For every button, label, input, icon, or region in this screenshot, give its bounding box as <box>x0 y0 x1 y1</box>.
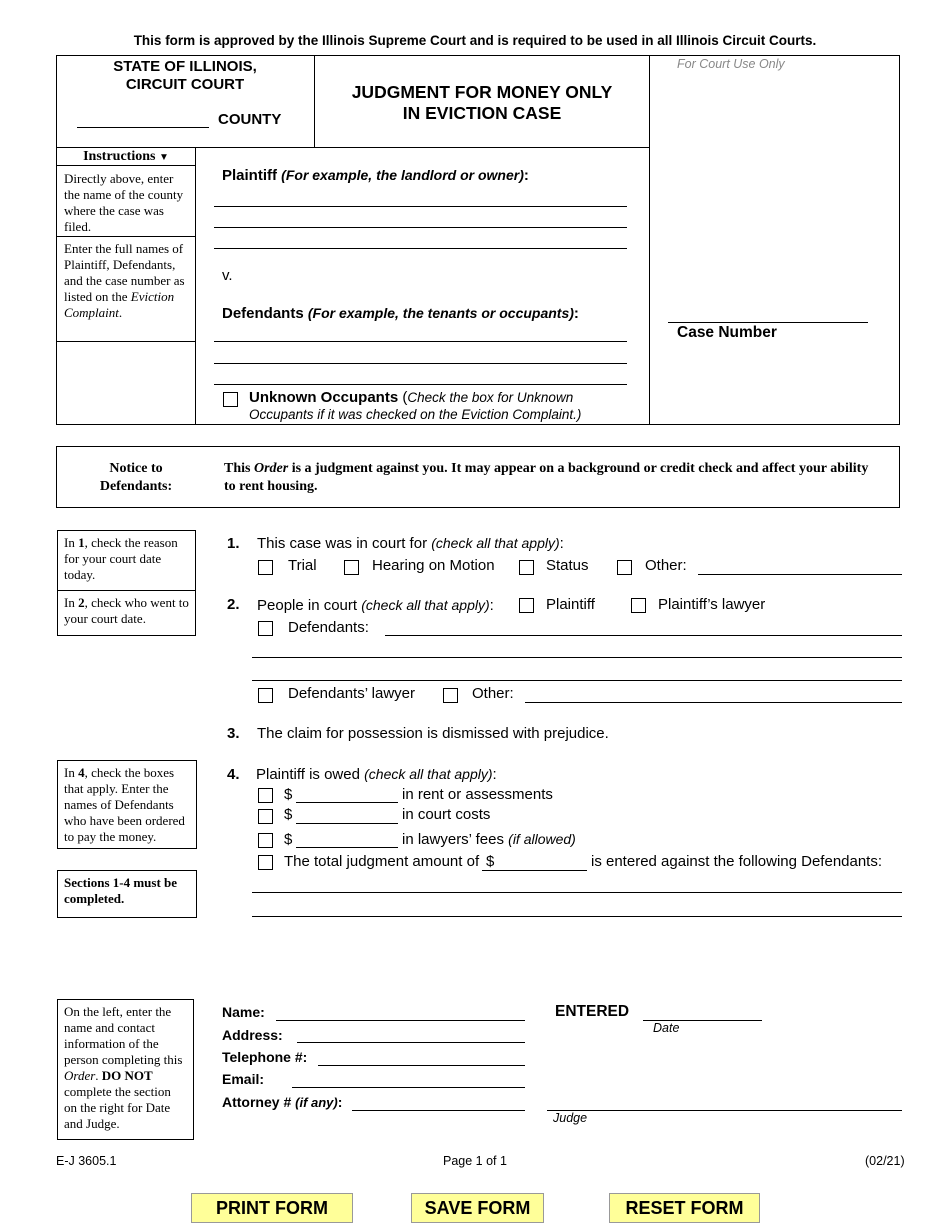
plaintiff-word: Plaintiff <box>222 167 277 184</box>
dollar-sign: $ <box>486 853 495 870</box>
attorney-label <box>222 1094 342 1110</box>
s4-b: , check the boxes that apply. Enter the names of Defendants who have been ordered to pay the money. <box>64 765 185 844</box>
notice-label <box>56 460 216 496</box>
s4-text: Plaintiff is owed <box>256 766 365 783</box>
defendants-label <box>222 305 579 322</box>
date-label: Date <box>653 1021 680 1035</box>
colon: : <box>337 1094 343 1110</box>
form-title <box>315 82 649 124</box>
plaintiff-present-checkbox[interactable] <box>519 598 534 613</box>
s2-hint: (check all that apply) <box>361 597 490 613</box>
s4-hint: (check all that apply) <box>364 766 493 782</box>
colon: : <box>573 305 579 322</box>
colon: : <box>523 167 529 184</box>
trial-checkbox[interactable] <box>258 560 273 575</box>
attorney-word: Attorney # <box>222 1094 292 1110</box>
notice-text-a: This <box>224 461 254 476</box>
defendants-lawyer-checkbox[interactable] <box>258 688 273 703</box>
instructions-parties-em: Eviction Complaint <box>64 289 175 320</box>
reset-form-button[interactable]: RESET FORM <box>609 1193 760 1223</box>
s2-text: People in court <box>257 597 362 614</box>
form-id: E-J 3605.1 <box>56 1154 117 1168</box>
save-form-button[interactable]: SAVE FORM <box>411 1193 544 1223</box>
lawyer-fees-checkbox[interactable] <box>258 833 273 848</box>
s2-b: , check who went to your court date. <box>64 595 189 626</box>
fees-text: in lawyers’ fees <box>402 831 509 848</box>
unknown-hint-2: Occupants if it was checked on the Eviction Complaint.) <box>249 407 582 422</box>
triangle-down-icon: ▼ <box>158 152 169 163</box>
entered-label: ENTERED <box>555 1003 630 1020</box>
attorney-hint: (if any) <box>295 1095 338 1110</box>
county-input[interactable] <box>77 127 209 128</box>
unknown-hint-1: Check the box for Unknown <box>407 390 574 405</box>
address-input[interactable] <box>297 1042 525 1043</box>
dollar-sign: $ <box>284 786 293 803</box>
rent-checkbox[interactable] <box>258 788 273 803</box>
email-input[interactable] <box>292 1087 525 1088</box>
side-note-contact <box>57 999 194 1140</box>
name-label: Name: <box>222 1004 265 1020</box>
other-reason-input[interactable] <box>698 574 902 575</box>
dollar-sign: $ <box>284 831 293 848</box>
trial-label: Trial <box>288 557 317 574</box>
section-1-number: 1. <box>227 535 240 552</box>
total-judgment-input[interactable] <box>482 870 587 871</box>
telephone-label: Telephone #: <box>222 1049 308 1065</box>
lawyer-fees-input[interactable] <box>296 847 398 848</box>
instructions-parties-end: . <box>118 305 123 320</box>
s1-text: This case was in court for <box>257 535 432 552</box>
s4-num: 4 <box>78 765 85 780</box>
total-judgment-checkbox[interactable] <box>258 855 273 870</box>
total-judgment-suffix: is entered against the following Defendants: <box>591 853 883 870</box>
section-3-text: The claim for possession is dismissed with prejudice. <box>257 725 609 742</box>
s2-a: In <box>64 595 79 610</box>
s1-b: , check the reason for your court date today. <box>64 535 178 582</box>
plaintiff-input-line[interactable] <box>214 227 627 228</box>
plaintiff-input-line[interactable] <box>214 248 627 249</box>
instructions-parties-text: Enter the full names of Plaintiff, Defendants, and the case number as listed on the <box>64 241 185 304</box>
defendants-present-input-line[interactable] <box>252 680 902 681</box>
defendants-hint: (For example, the tenants or occupants) <box>307 305 574 321</box>
case-number-label: Case Number <box>677 324 777 341</box>
defendants-input-line[interactable] <box>214 341 627 342</box>
telephone-input[interactable] <box>318 1065 525 1066</box>
court-name <box>56 58 314 94</box>
s4-a: In <box>64 765 79 780</box>
status-checkbox[interactable] <box>519 560 534 575</box>
court-line2: CIRCUIT COURT <box>125 76 245 93</box>
judge-signature-line[interactable] <box>547 1110 902 1111</box>
defendants-input-line[interactable] <box>214 384 627 385</box>
other-reason-label: Other: <box>645 557 687 574</box>
plaintiff-label <box>222 167 529 184</box>
section-2-text <box>257 597 494 614</box>
side-note-2 <box>57 590 196 636</box>
notice-text-em: Order <box>253 461 289 476</box>
section-4-number: 4. <box>227 766 240 783</box>
s1-a: In <box>64 535 79 550</box>
unknown-occupants-checkbox[interactable] <box>223 392 238 407</box>
s6-bold: DO NOT <box>101 1068 153 1083</box>
notice-label-2: Defendants: <box>99 479 173 494</box>
section-3-number: 3. <box>227 725 240 742</box>
defendants-present-input-line[interactable] <box>252 657 902 658</box>
hearing-on-motion-label: Hearing on Motion <box>372 557 495 574</box>
instructions-heading <box>57 148 195 165</box>
unknown-occupants-word: Unknown Occupants <box>249 389 399 406</box>
revision-date: (02/21) <box>865 1154 905 1168</box>
court-costs-label: in court costs <box>402 806 491 823</box>
plaintiff-lawyer-checkbox[interactable] <box>631 598 646 613</box>
s6-a: On the left, enter the name and contact information of the person completing this <box>64 1004 183 1067</box>
print-form-button[interactable]: PRINT FORM <box>191 1193 353 1223</box>
side-note-1 <box>57 530 196 591</box>
attorney-input[interactable] <box>352 1110 525 1111</box>
side-note-required: Sections 1-4 must be completed. <box>57 870 197 918</box>
divider <box>649 55 650 425</box>
fees-hint: (if allowed) <box>508 831 576 847</box>
divider <box>195 147 196 425</box>
section-4-text <box>256 766 497 783</box>
case-number-input[interactable] <box>668 322 868 323</box>
address-label: Address: <box>222 1027 283 1043</box>
versus-label: v. <box>222 267 233 284</box>
s2-num: 2 <box>78 595 85 610</box>
defendants-present-label: Defendants: <box>288 619 369 636</box>
plaintiff-input-line[interactable] <box>214 206 627 207</box>
divider <box>56 165 196 166</box>
paren: ( <box>398 389 408 406</box>
hearing-on-motion-checkbox[interactable] <box>344 560 359 575</box>
approval-notice: This form is approved by the Illinois Supreme Court and is required to be used in all Illinois Circuit Courts. <box>133 33 817 48</box>
other-reason-checkbox[interactable] <box>617 560 632 575</box>
rent-amount-input[interactable] <box>296 802 398 803</box>
colon: : <box>559 535 564 552</box>
notice-text-b: is a judgment against you. It may appear on a background or credit check and affect your ability to rent housing. <box>224 461 869 494</box>
divider <box>56 236 196 237</box>
section-2-number: 2. <box>227 596 240 613</box>
colon: : <box>492 766 497 783</box>
s1-num: 1 <box>78 535 85 550</box>
s6-em: Order <box>64 1068 96 1083</box>
court-costs-checkbox[interactable] <box>258 809 273 824</box>
court-line1: STATE OF ILLINOIS, <box>113 58 257 75</box>
dollar-sign: $ <box>284 806 293 823</box>
defendants-present-input[interactable] <box>385 635 902 636</box>
lawyer-fees-label <box>402 831 576 848</box>
name-input[interactable] <box>276 1020 525 1021</box>
defendants-lawyer-label: Defendants’ lawyer <box>288 685 416 702</box>
colon: : <box>489 597 494 614</box>
judgment-defendants-input-line[interactable] <box>252 916 902 917</box>
instructions-label: Instructions <box>83 149 156 164</box>
plaintiff-present-label: Plaintiff <box>546 596 595 613</box>
unknown-occupants-label <box>249 389 573 406</box>
email-label: Email: <box>222 1071 265 1087</box>
court-costs-input[interactable] <box>296 823 398 824</box>
judgment-defendants-input-line[interactable] <box>252 892 902 893</box>
court-use-label: For Court Use Only <box>677 57 785 71</box>
county-label: COUNTY <box>218 111 282 128</box>
s6-b: . <box>95 1068 102 1083</box>
defendants-input-line[interactable] <box>214 363 627 364</box>
total-judgment-label: The total judgment amount of <box>284 853 480 870</box>
other-present-label: Other: <box>472 685 514 702</box>
defendants-present-checkbox[interactable] <box>258 621 273 636</box>
s1-hint: (check all that apply) <box>431 535 560 551</box>
instructions-county: Directly above, enter the name of the county where the case was filed. <box>64 171 184 234</box>
notice-text <box>224 460 874 496</box>
title-line1: JUDGMENT FOR MONEY ONLY <box>351 82 613 102</box>
title-line2: IN EVICTION CASE <box>402 103 562 123</box>
other-present-input[interactable] <box>525 702 902 703</box>
s6-c: complete the section on the right for Date and Judge. <box>64 1084 171 1131</box>
rent-label: in rent or assessments <box>402 786 553 803</box>
defendants-word: Defendants <box>222 305 304 322</box>
divider <box>56 341 196 342</box>
side-note-4 <box>57 760 197 849</box>
other-present-checkbox[interactable] <box>443 688 458 703</box>
instructions-parties <box>64 241 192 321</box>
status-label: Status <box>546 557 589 574</box>
plaintiff-hint: (For example, the landlord or owner) <box>281 167 524 183</box>
plaintiff-lawyer-label: Plaintiff’s lawyer <box>658 596 766 613</box>
judge-label: Judge <box>553 1111 588 1125</box>
page-number: Page 1 of 1 <box>443 1154 507 1168</box>
section-1-text <box>257 535 564 552</box>
notice-label-1: Notice to <box>109 461 163 476</box>
